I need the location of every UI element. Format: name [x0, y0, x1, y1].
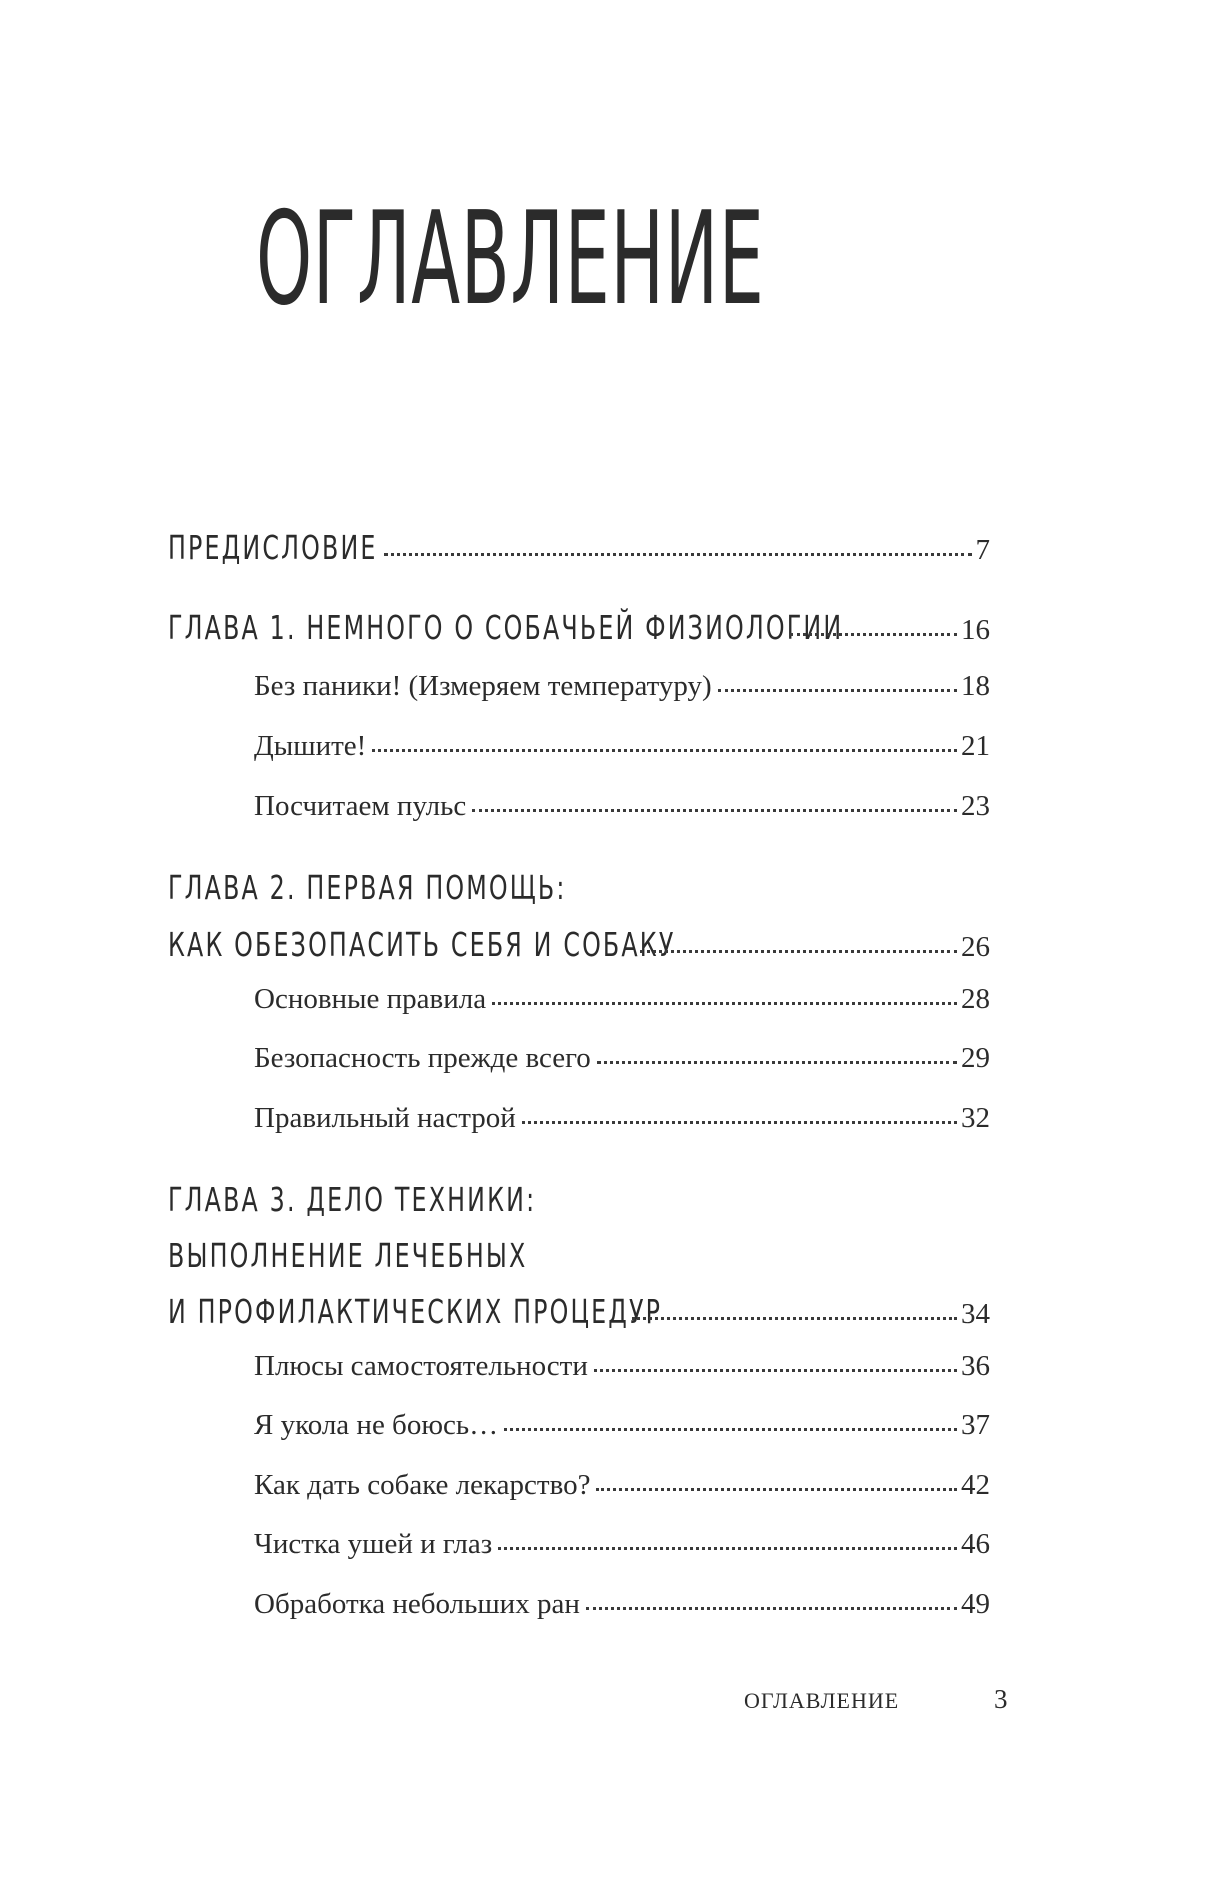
page-title: ОГЛАВЛЕНИЕ	[256, 185, 765, 334]
toc-entry-label: Правильный настрой	[254, 1102, 516, 1134]
dot-leader	[492, 1001, 957, 1005]
toc-entry-section[interactable]	[254, 1588, 990, 1621]
toc-entry-label: Чистка ушей и глаз	[254, 1528, 493, 1560]
toc-entry-section[interactable]	[254, 1042, 990, 1075]
toc-entry-label: Плюсы самостоятельности	[254, 1350, 588, 1382]
toc-chapter-3-line-1[interactable]: ГЛАВА 3. ДЕЛО ТЕХНИКИ:	[168, 1180, 537, 1219]
dot-leader	[632, 1316, 957, 1320]
toc-entry-label: КАК ОБЕЗОПАСИТЬ СЕБЯ И СОБАКУ	[168, 925, 676, 964]
toc-entry-label: ГЛАВА 1. НЕМНОГО О СОБАЧЬЕЙ ФИЗИОЛОГИИ	[168, 608, 844, 647]
dot-leader	[586, 1606, 957, 1610]
toc-entry-section[interactable]	[254, 670, 990, 703]
dot-leader	[594, 1368, 957, 1372]
toc-entry-page: 29	[961, 1042, 990, 1074]
dot-leader	[504, 1427, 957, 1431]
dot-leader	[597, 1060, 957, 1064]
toc-entry-preface[interactable]	[168, 528, 990, 567]
toc-entry-section[interactable]	[254, 790, 990, 823]
dot-leader	[372, 748, 957, 752]
toc-entry-page: 26	[961, 931, 990, 963]
dot-leader	[790, 632, 957, 636]
toc-entry-chapter-3[interactable]	[168, 1292, 990, 1331]
toc-entry-page: 16	[961, 614, 990, 646]
toc-entry-label: Дышите!	[254, 730, 367, 762]
toc-entry-label: Основные правила	[254, 983, 487, 1015]
toc-entry-page: 37	[961, 1409, 990, 1441]
toc-entry-page: 34	[961, 1298, 990, 1330]
toc-entry-label: Я укола не боюсь…	[254, 1409, 499, 1441]
toc-entry-section[interactable]	[254, 1102, 990, 1135]
toc-entry-section[interactable]	[254, 1528, 990, 1561]
toc-entry-section[interactable]	[254, 1409, 990, 1442]
dot-leader	[498, 1546, 957, 1550]
toc-entry-section[interactable]	[254, 1469, 990, 1502]
toc-entry-section[interactable]	[254, 1350, 990, 1383]
toc-entry-page: 49	[961, 1588, 990, 1620]
toc-entry-label: Без паники! (Измеряем температуру)	[254, 670, 712, 702]
page-number: 3	[994, 1684, 1008, 1714]
dot-leader	[384, 552, 972, 556]
toc-chapter-3-line-2[interactable]: ВЫПОЛНЕНИЕ ЛЕЧЕБНЫХ	[168, 1236, 528, 1275]
toc-chapter-2-line-1[interactable]: ГЛАВА 2. ПЕРВАЯ ПОМОЩЬ:	[168, 868, 567, 907]
toc-entry-label: Посчитаем пульс	[254, 790, 467, 822]
running-head: ОГЛАВЛЕНИЕ	[744, 1688, 900, 1713]
toc-entry-page: 28	[961, 983, 990, 1015]
toc-entry-section[interactable]	[254, 983, 990, 1016]
toc-entry-label: Как дать собаке лекарство?	[254, 1469, 591, 1501]
toc-entry-page: 36	[961, 1350, 990, 1382]
dot-leader	[718, 688, 957, 692]
toc-entry-label: Безопасность прежде всего	[254, 1042, 591, 1074]
dot-leader	[640, 949, 957, 953]
toc-entry-page: 18	[961, 670, 990, 702]
toc-entry-page: 23	[961, 790, 990, 822]
toc-entry-page: 42	[961, 1469, 990, 1501]
dot-leader	[522, 1120, 957, 1124]
toc-entry-page: 32	[961, 1102, 990, 1134]
toc-entry-chapter-2[interactable]	[168, 925, 990, 964]
toc-entry-chapter-1[interactable]	[168, 608, 990, 647]
toc-entry-label: И ПРОФИЛАКТИЧЕСКИХ ПРОЦЕДУР	[168, 1292, 663, 1331]
toc-entry-page: 46	[961, 1528, 990, 1560]
dot-leader	[596, 1487, 957, 1491]
toc-entry-page: 7	[975, 534, 990, 566]
toc-entry-section[interactable]	[254, 730, 990, 763]
toc-entry-label: Обработка небольших ран	[254, 1588, 580, 1620]
toc-entry-label: ПРЕДИСЛОВИЕ	[168, 528, 378, 567]
toc-entry-page: 21	[961, 730, 990, 762]
dot-leader	[472, 808, 957, 812]
